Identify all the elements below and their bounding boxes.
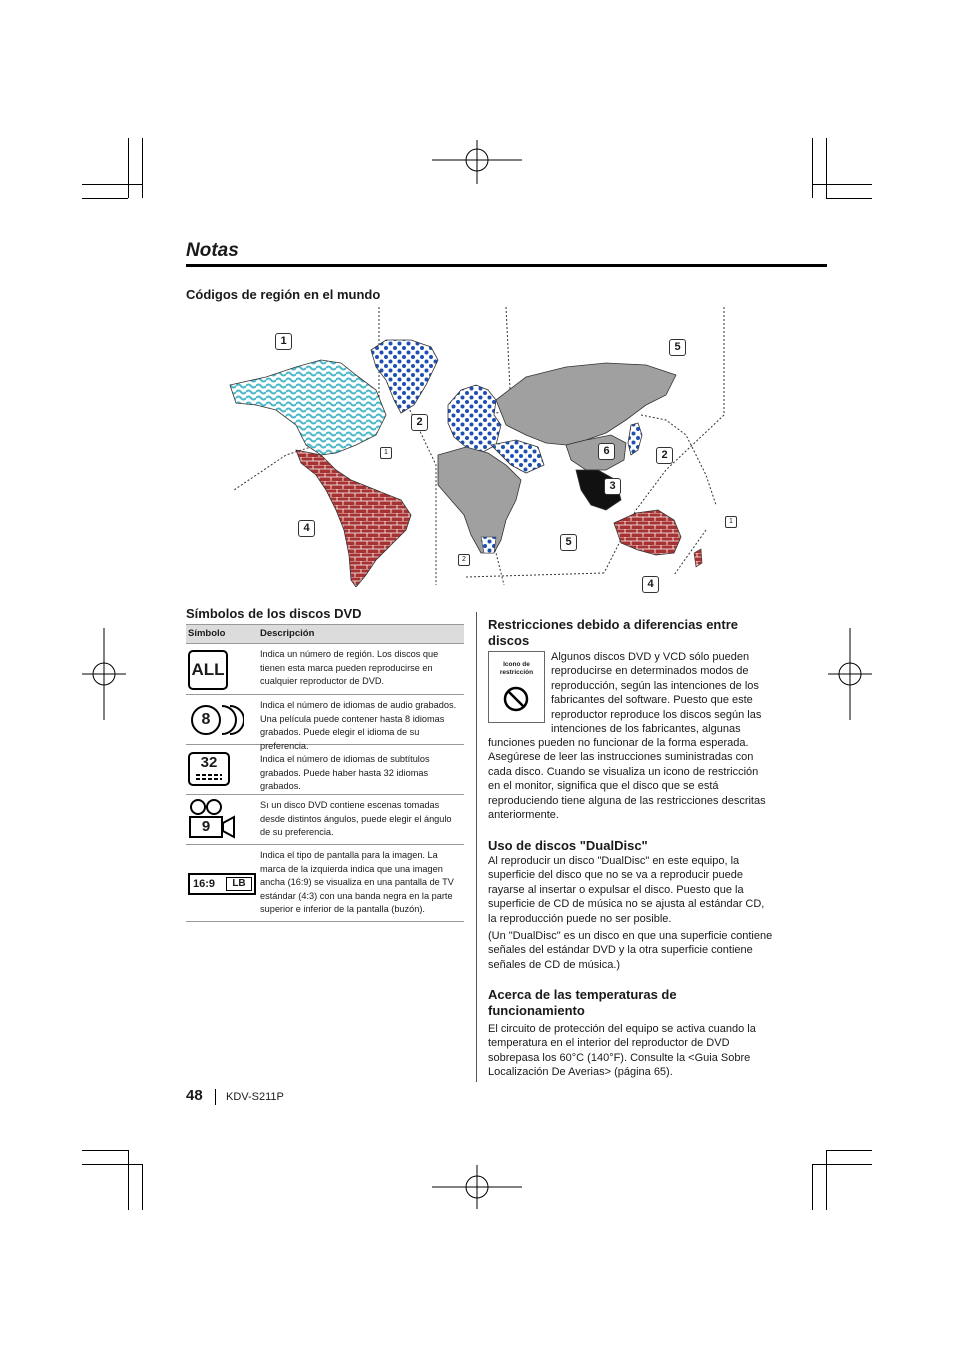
dvd-symbols-heading: Símbolos de los discos DVD xyxy=(186,606,362,621)
all-region-icon: ALL xyxy=(188,650,228,690)
north-america-shape xyxy=(230,360,386,455)
restrictions-text: funciones pueden no funcionar de la forma esperada. Asegúrese de leer las instrucciones suministradas con cada disco. Cuando se visualiza un icono de restricción en el monitor, significa que el disco que se está reproduciendo tiene alguna de las restricciones descritas anteriormente. xyxy=(488,737,766,822)
page-number: 48 xyxy=(186,1087,203,1104)
dualdisc-heading: Uso de discos "DualDisc" xyxy=(488,838,648,853)
subtitle-languages-icon: 32 xyxy=(188,752,230,786)
region-label: 2 xyxy=(411,414,428,431)
temperature-text: El circuito de protección del equipo se activa cuando la temperatura en el interior del reproductor de DVD sobrepasa los 60°C (140°F). Consulte la <Guia Sobre Localización De Averias> (página 65). xyxy=(488,1023,756,1079)
crop-mark xyxy=(812,138,813,198)
europe-shape xyxy=(448,385,501,453)
restrictions-text: Algunos discos DVD y VCD sólo pueden reproducirse en determinados modos de reproducción, según las intenciones de los fabricantes del software. Puesto que este reproductor reproduce los discos según las intenciones de los fabricantes, algunas xyxy=(551,651,762,736)
table-row xyxy=(186,695,464,751)
japan-shape xyxy=(628,423,642,455)
region-label: 4 xyxy=(642,576,659,593)
row-description: Indica el tipo de pantalla para la imagen. La marca de la izquierda indica que una imagen ancha (16:9) se visualiza en una pantalla de TV estándar (4:3) con una banda negra en la parte superior e inferior de la pantalla (buzón). xyxy=(260,850,454,914)
region-label: 3 xyxy=(604,478,621,495)
column-divider xyxy=(476,612,477,1082)
crop-mark xyxy=(82,1164,142,1165)
region-label: 1 xyxy=(275,333,292,350)
no-entry-icon xyxy=(489,677,544,717)
restriction-icon-label: Icono de restricción xyxy=(499,661,534,676)
crop-mark xyxy=(82,1150,128,1151)
region-label: 5 xyxy=(669,339,686,356)
region-label: 6 xyxy=(598,443,615,460)
model-name: KDV-S211P xyxy=(226,1091,284,1103)
crop-mark xyxy=(142,1164,143,1210)
crop-mark xyxy=(82,198,128,199)
crop-mark xyxy=(812,1164,813,1210)
crop-mark xyxy=(812,184,872,185)
table-row xyxy=(186,644,464,695)
dualdisc-text: Al reproducir un disco "DualDisc" en este equipo, la superficie del disco que no se va a reproducir puede rayarse al insertar o expulsar el disco. Puesto que la superficie de CD de música no se ajusta al estándar CD, la reproducción puede no ser posible. xyxy=(488,855,765,925)
crop-mark xyxy=(826,138,827,198)
registration-mark xyxy=(432,140,522,184)
row-description: Indica un número de región. Los discos que tienen esta marca pueden reproducirse en cualquier reproductor de DVD. xyxy=(260,649,439,686)
screen-format-icon: 16:9 LB xyxy=(188,873,256,895)
crop-mark xyxy=(826,1150,872,1151)
crop-mark xyxy=(826,1150,827,1210)
dualdisc-note: (Un "DualDisc" es un disco en que una superficie contiene señales del estándar DVD y la otra superficie contiene señales de CD de música.) xyxy=(488,930,773,971)
latin-america-shape xyxy=(296,450,411,587)
column-header: Símbolo xyxy=(188,628,226,639)
region-label: 1 xyxy=(380,447,392,459)
row-description: Sı un disco DVD contiene escenas tomadas desde distintos ángulos, puede elegir el ángulo de su preferencia. xyxy=(260,800,452,837)
temperature-heading: Acerca de las temperaturas de funcionamiento xyxy=(488,987,677,1018)
table-row xyxy=(186,845,464,922)
row-description: Indica el número de idiomas de subtítulos grabados. Puede haber hasta 32 idiomas grabados. xyxy=(260,754,430,791)
crop-mark xyxy=(142,138,143,198)
footer-separator xyxy=(215,1089,216,1105)
region-label: 4 xyxy=(298,520,315,537)
camera-angles-icon: 9 xyxy=(188,799,238,839)
title-rule xyxy=(186,264,827,267)
table-row xyxy=(186,745,464,795)
page-title: Notas xyxy=(186,240,239,261)
region-label: 2 xyxy=(458,554,470,566)
world-region-map xyxy=(226,305,733,590)
region-label: 1 xyxy=(725,516,737,528)
australia-shape xyxy=(614,510,681,555)
registration-mark xyxy=(82,628,126,720)
crop-mark xyxy=(82,184,142,185)
asia-shape xyxy=(496,363,676,445)
audio-languages-icon: 8 xyxy=(188,703,244,737)
crop-mark xyxy=(128,1150,129,1210)
crop-mark xyxy=(812,1164,872,1165)
row-description: Indica el número de idiomas de audio grabados. Una película puede contener hasta 8 idiomas grabados. Puede elegir el idioma de su preferencia. xyxy=(260,700,457,751)
table-header xyxy=(186,624,464,644)
registration-mark xyxy=(828,628,872,720)
restriction-icon-box xyxy=(488,651,545,723)
region-label: 2 xyxy=(656,447,673,464)
restrictions-heading: Restricciones debido a diferencias entre discos xyxy=(488,617,738,648)
crop-mark xyxy=(128,138,129,198)
registration-mark xyxy=(432,1165,522,1209)
region-map-heading: Códigos de región en el mundo xyxy=(186,287,381,302)
dvd-symbols-table xyxy=(186,624,464,922)
crop-mark xyxy=(826,198,872,199)
region-label: 5 xyxy=(560,534,577,551)
table-row xyxy=(186,795,464,845)
column-header: Descripción xyxy=(260,628,315,639)
